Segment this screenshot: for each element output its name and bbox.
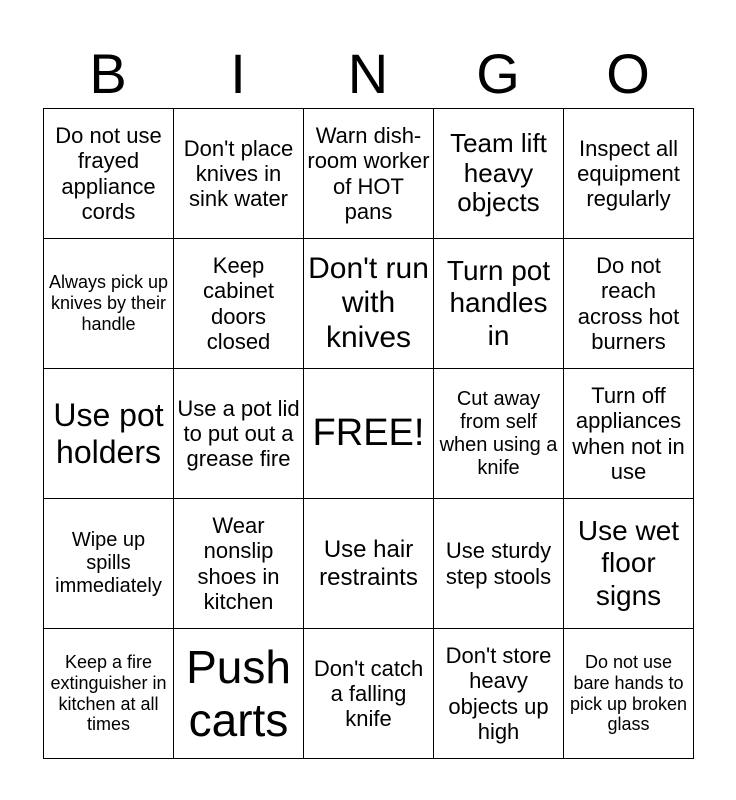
bingo-cell[interactable]: Inspect all equipment regularly — [564, 109, 694, 239]
bingo-cell[interactable]: Use hair restraints — [304, 499, 434, 629]
header-letter-i: I — [230, 42, 246, 105]
bingo-cell[interactable]: Don't store heavy objects up high — [434, 629, 564, 759]
bingo-cell[interactable]: Don't place knives in sink water — [174, 109, 304, 239]
header-letter-n: N — [347, 42, 389, 105]
header-letter-b: B — [89, 42, 127, 105]
bingo-cell[interactable]: Use a pot lid to put out a grease fire — [174, 369, 304, 499]
bingo-cell[interactable]: Do not use frayed appliance cords — [44, 109, 174, 239]
bingo-row — [44, 369, 694, 499]
bingo-cell[interactable]: Team lift heavy objects — [434, 109, 564, 239]
header-letter-g: G — [476, 42, 520, 105]
bingo-cell[interactable]: Use wet floor signs — [564, 499, 694, 629]
bingo-row — [44, 629, 694, 759]
bingo-cell[interactable]: Push carts — [174, 629, 304, 759]
bingo-cell[interactable]: Keep cabinet doors closed — [174, 239, 304, 369]
bingo-cell[interactable]: Do not use bare hands to pick up broken glass — [564, 629, 694, 759]
bingo-cell[interactable]: Turn pot handles in — [434, 239, 564, 369]
bingo-cell[interactable]: Don't run with knives — [304, 239, 434, 369]
bingo-cell[interactable]: Always pick up knives by their handle — [44, 239, 174, 369]
bingo-cell[interactable]: Use sturdy step stools — [434, 499, 564, 629]
bingo-row — [44, 499, 694, 629]
bingo-cell[interactable]: Cut away from self when using a knife — [434, 369, 564, 499]
bingo-cell[interactable]: Do not reach across hot burners — [564, 239, 694, 369]
bingo-row — [44, 109, 694, 239]
bingo-cell[interactable]: Don't catch a falling knife — [304, 629, 434, 759]
bingo-cell[interactable]: Wear nonslip shoes in kitchen — [174, 499, 304, 629]
free-space[interactable]: FREE! — [304, 369, 434, 499]
bingo-cell[interactable]: Turn off appliances when not in use — [564, 369, 694, 499]
bingo-cell[interactable]: Warn dish-room worker of HOT pans — [304, 109, 434, 239]
bingo-card — [43, 108, 694, 759]
bingo-cell[interactable]: Wipe up spills immediately — [44, 499, 174, 629]
bingo-cell[interactable]: Use pot holders — [44, 369, 174, 499]
bingo-row — [44, 239, 694, 369]
header-letter-o: O — [606, 42, 650, 105]
bingo-cell[interactable]: Keep a fire extinguisher in kitchen at all times — [44, 629, 174, 759]
bingo-header — [43, 40, 693, 108]
